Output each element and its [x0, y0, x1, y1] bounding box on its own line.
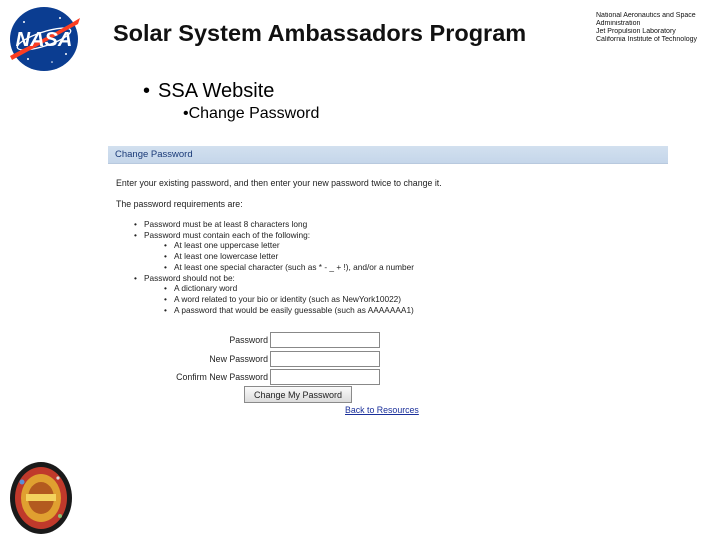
- rule-subitem: • At least one lowercase letter: [134, 251, 414, 262]
- rule-item: • Password should not be:: [134, 273, 414, 284]
- new-password-input[interactable]: [270, 351, 380, 367]
- rule-item: • Password must be at least 8 characters long: [134, 219, 414, 230]
- slide-title: Solar System Ambassadors Program: [113, 20, 527, 46]
- password-label: Password: [229, 335, 268, 345]
- intro-text: Enter your existing password, and then enter your new password twice to change it.: [116, 178, 442, 188]
- rule-subitem: • A word related to your bio or identity (such as NewYork10022): [134, 294, 414, 305]
- rule-subitem: • At least one uppercase letter: [134, 240, 414, 251]
- bullet-icon: •: [143, 80, 151, 102]
- change-password-button[interactable]: Change My Password: [244, 386, 352, 403]
- svg-text:NASA: NASA: [15, 29, 73, 51]
- slide-bullet-ssa-website: [143, 80, 274, 103]
- confirm-password-label: Confirm New Password: [176, 372, 268, 382]
- org-attribution: [596, 12, 718, 44]
- password-input[interactable]: [270, 332, 380, 348]
- rule-subitem: • A password that would be easily guessable (such as AAAAAAA1): [134, 305, 414, 316]
- panel-header: Change Password: [108, 146, 668, 164]
- org-line-nasa: National Aeronautics and Space: [596, 12, 696, 19]
- nasa-logo: [4, 4, 84, 74]
- requirements-list: [134, 219, 414, 315]
- new-password-label: New Password: [209, 354, 268, 364]
- slide-subbullet-change-password: •Change Password: [183, 105, 320, 122]
- confirm-password-input[interactable]: [270, 369, 380, 385]
- back-to-resources-link[interactable]: Back to Resources: [345, 405, 419, 415]
- org-line-administration: Administration: [596, 20, 641, 27]
- password-row: [108, 332, 388, 349]
- org-line-jpl: Jet Propulsion Laboratory: [596, 28, 676, 35]
- org-line-caltech: California Institute of Technology: [596, 36, 698, 43]
- confirm-password-row: [108, 369, 388, 386]
- requirements-heading: The password requirements are:: [116, 199, 243, 209]
- ssa-mission-patch-icon: [8, 460, 74, 536]
- rule-subitem: • A dictionary word: [134, 283, 414, 294]
- slide-bullet-label: SSA Website: [158, 80, 275, 102]
- change-password-panel: [108, 146, 668, 426]
- new-password-row: [108, 351, 388, 368]
- rule-subitem: • At least one special character (such as * - _ + !), and/or a number: [134, 262, 414, 273]
- rule-item: • Password must contain each of the following:: [134, 230, 414, 241]
